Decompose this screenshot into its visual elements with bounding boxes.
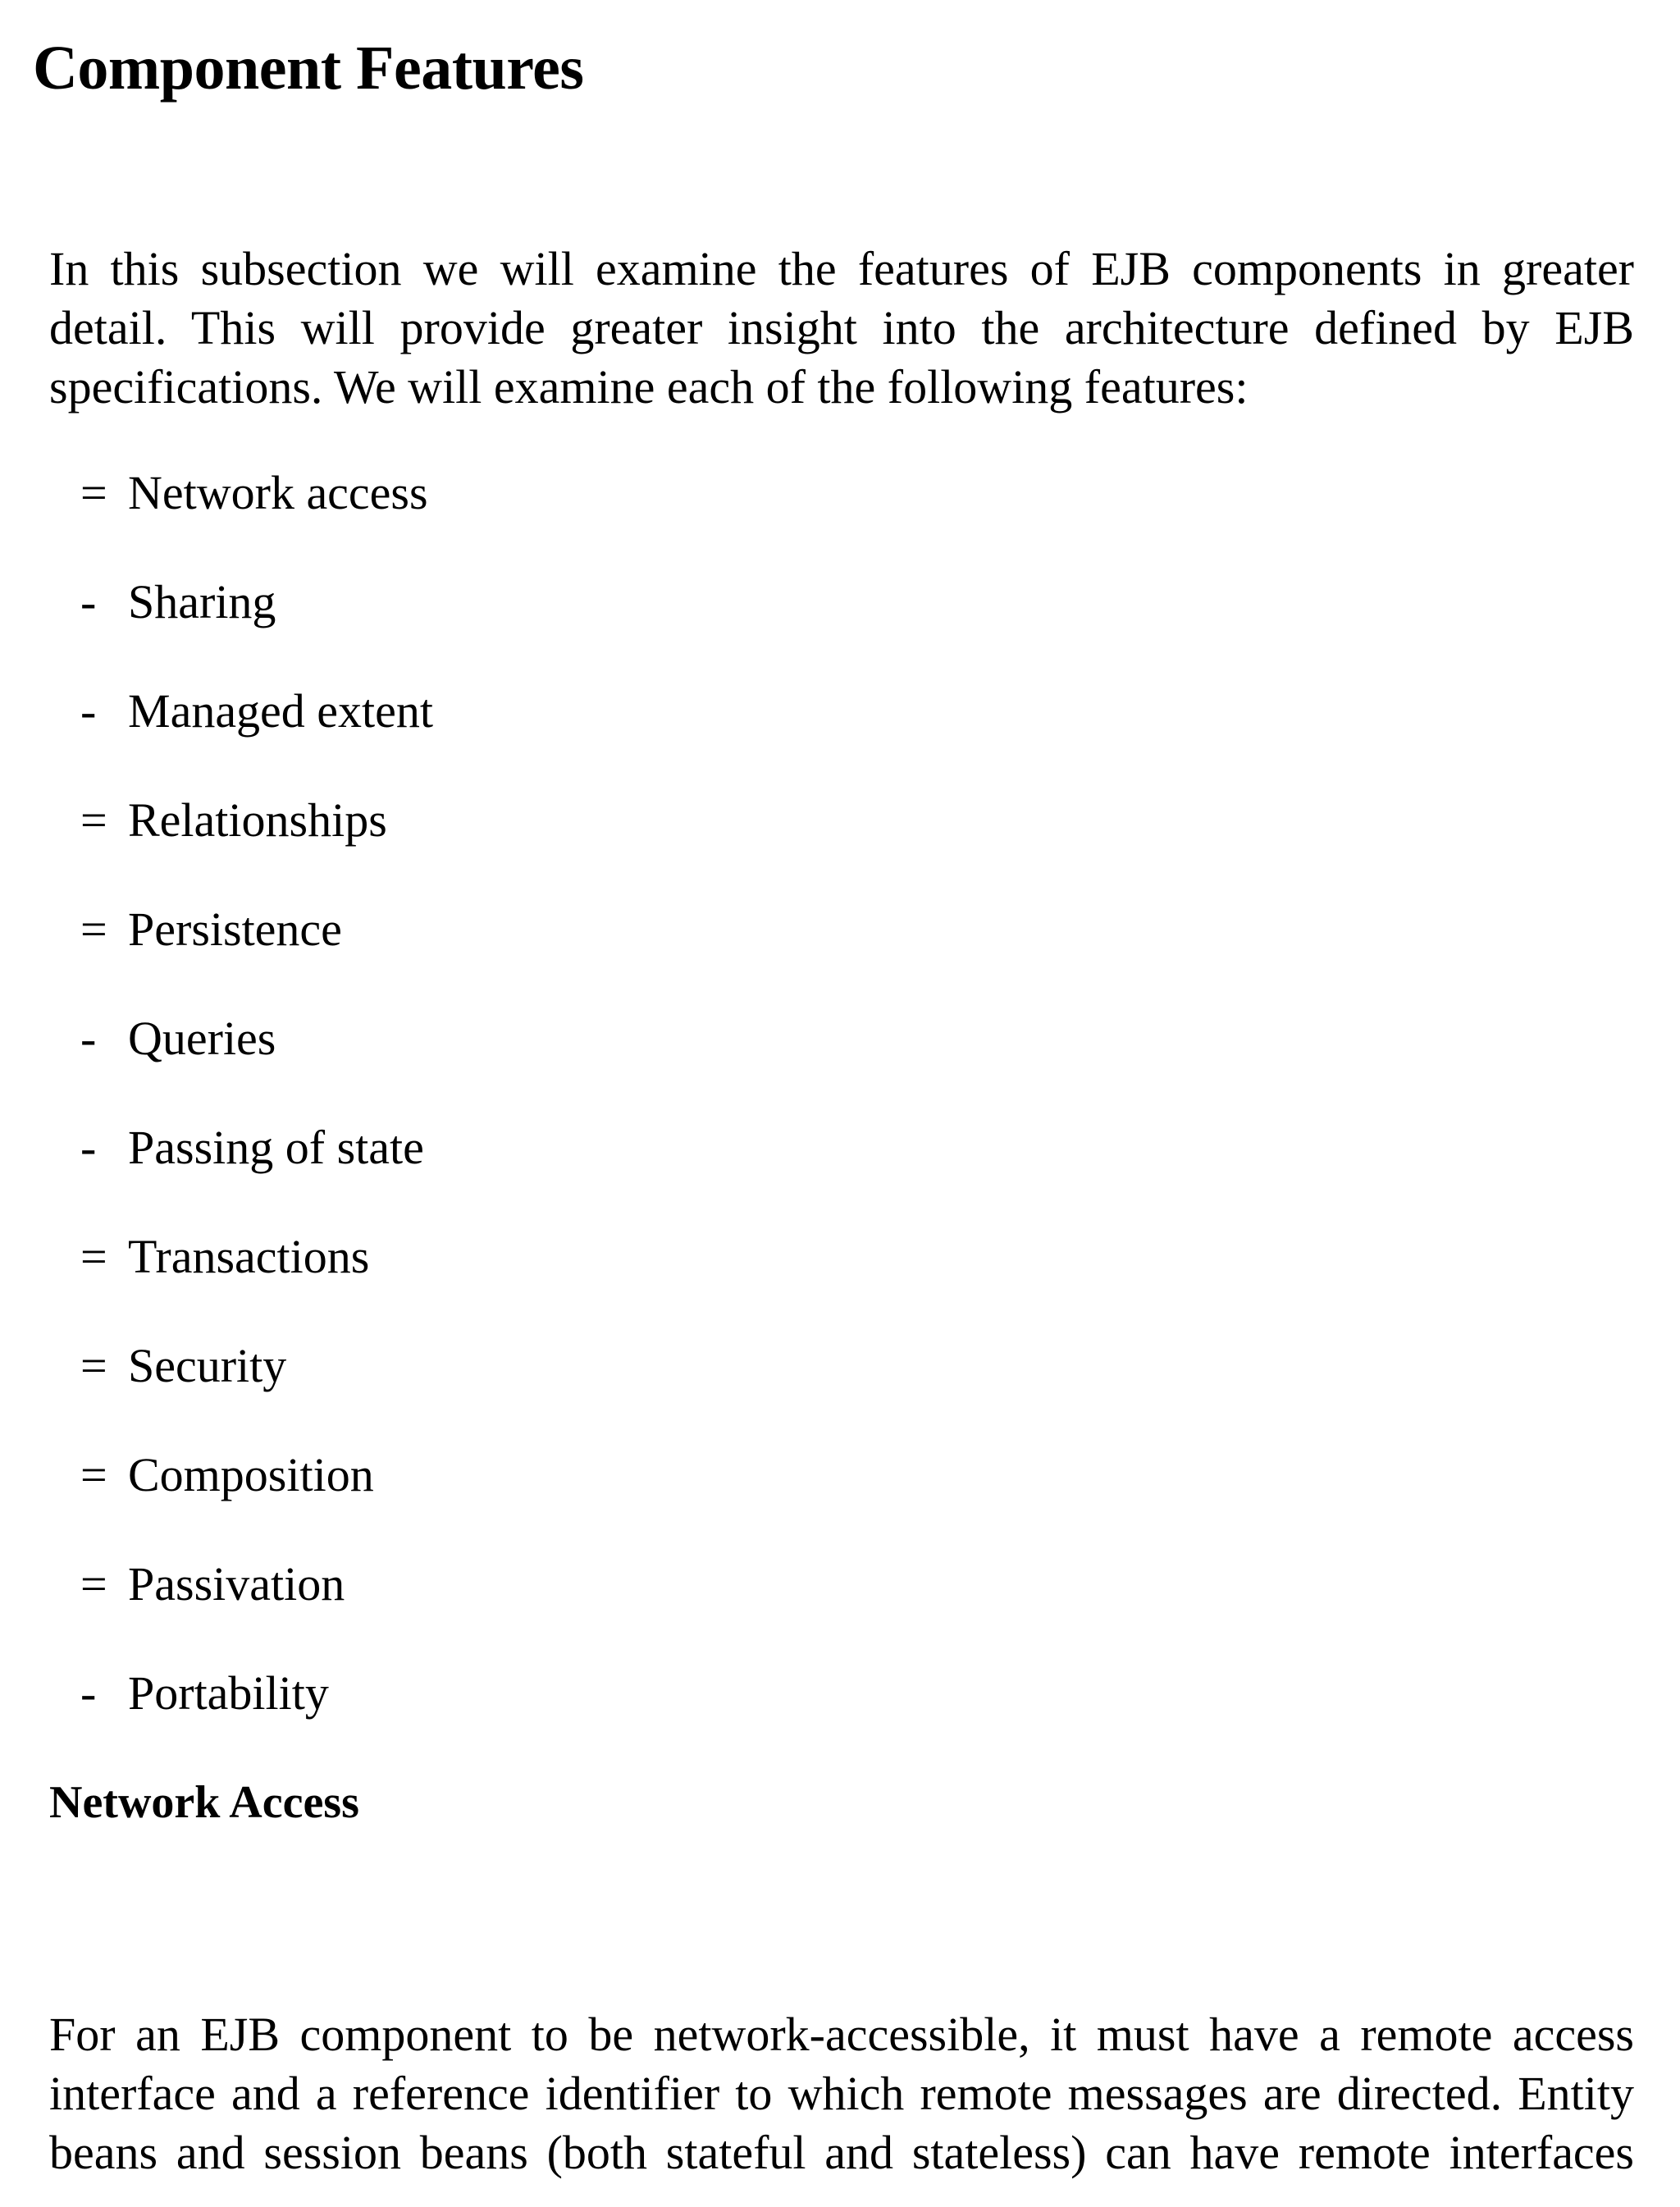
list-item-label: Passing of state bbox=[128, 1121, 424, 1174]
list-item bbox=[80, 1664, 433, 1773]
list-bullet: = bbox=[80, 1339, 107, 1392]
list-item-label: Persistence bbox=[128, 902, 342, 956]
feature-list bbox=[80, 464, 433, 1773]
list-item-label: Sharing bbox=[128, 575, 276, 628]
section-line: interface and a reference identifier to which remote messages are directed. Entity bbox=[49, 2067, 1634, 2120]
list-item-label: Passivation bbox=[128, 1557, 345, 1611]
list-item-label: Relationships bbox=[128, 793, 387, 847]
list-bullet: - bbox=[80, 684, 97, 738]
list-item bbox=[80, 1118, 433, 1227]
list-bullet: = bbox=[80, 1230, 107, 1283]
list-bullet: = bbox=[80, 902, 107, 956]
list-item-label: Network access bbox=[128, 466, 428, 519]
list-item bbox=[80, 1446, 433, 1555]
list-item bbox=[80, 791, 433, 900]
list-item bbox=[80, 900, 433, 1009]
list-item-label: Portability bbox=[128, 1666, 329, 1720]
section-line: beans and session beans (both stateful and stateless) can have remote interfaces bbox=[49, 2126, 1634, 2179]
list-item bbox=[80, 682, 433, 791]
list-item bbox=[80, 1009, 433, 1118]
list-bullet: = bbox=[80, 1448, 107, 1501]
intro-line: specifications. We will examine each of the following features: bbox=[49, 360, 1249, 414]
list-bullet: = bbox=[80, 793, 107, 847]
list-bullet: - bbox=[80, 575, 97, 628]
list-item-label: Composition bbox=[128, 1448, 374, 1501]
list-item bbox=[80, 1227, 433, 1337]
list-bullet: = bbox=[80, 466, 107, 519]
section-heading: Network Access bbox=[49, 1777, 359, 1828]
list-bullet: - bbox=[80, 1012, 97, 1065]
list-item bbox=[80, 464, 433, 573]
page-title: Component Features bbox=[33, 34, 584, 103]
list-item-label: Managed extent bbox=[128, 684, 434, 738]
intro-line: In this subsection we will examine the features of EJB components in greater bbox=[49, 242, 1634, 295]
section-line: For an EJB component to be network-accessible, it must have a remote access bbox=[49, 2008, 1634, 2061]
list-bullet: = bbox=[80, 1557, 107, 1611]
section-paragraph bbox=[49, 2005, 1634, 2182]
list-item bbox=[80, 1555, 433, 1664]
list-bullet: - bbox=[80, 1666, 97, 1720]
list-item-label: Transactions bbox=[128, 1230, 370, 1283]
list-item-label: Security bbox=[128, 1339, 287, 1392]
intro-line: detail. This will provide greater insight into the architecture defined by EJB bbox=[49, 301, 1634, 354]
list-item bbox=[80, 573, 433, 682]
list-item-label: Queries bbox=[128, 1012, 276, 1065]
intro-paragraph bbox=[49, 240, 1634, 417]
list-bullet: - bbox=[80, 1121, 97, 1174]
list-item bbox=[80, 1337, 433, 1446]
